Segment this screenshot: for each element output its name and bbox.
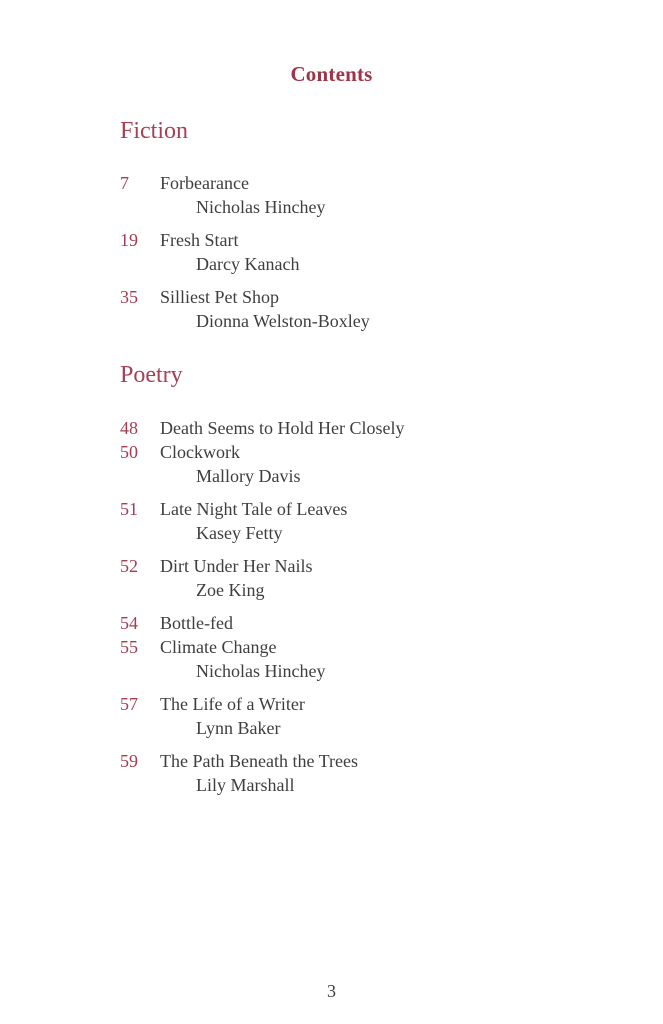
section-fiction xyxy=(120,118,613,333)
entry-page-number: 59 xyxy=(120,750,138,771)
entry-author: Zoe King xyxy=(196,579,265,600)
section-heading-poetry: Poetry xyxy=(120,362,183,389)
entry-author: Lynn Baker xyxy=(196,717,281,738)
entry-title: Forbearance xyxy=(160,173,249,194)
toc-entry xyxy=(120,749,613,773)
toc-group xyxy=(120,285,613,333)
entry-page-number: 19 xyxy=(120,230,138,251)
toc-group xyxy=(120,171,613,219)
toc-entry xyxy=(120,635,613,659)
entry-page-number: 51 xyxy=(120,498,138,519)
entry-page-number: 48 xyxy=(120,417,138,438)
entry-author: Nicholas Hinchey xyxy=(196,197,326,218)
toc-group xyxy=(120,416,613,488)
toc-entry xyxy=(120,692,613,716)
toc-entry xyxy=(120,440,613,464)
entry-title: Climate Change xyxy=(160,636,277,657)
entry-page-number: 7 xyxy=(120,173,129,194)
entry-author: Kasey Fetty xyxy=(196,522,283,543)
toc-entry xyxy=(120,416,613,440)
section-heading-fiction: Fiction xyxy=(120,118,189,144)
entry-author: Mallory Davis xyxy=(196,465,301,486)
entry-title: Death Seems to Hold Her Closely xyxy=(160,417,405,438)
entry-page-number: 50 xyxy=(120,441,138,462)
entry-title: Late Night Tale of Leaves xyxy=(160,498,348,519)
entry-page-number: 55 xyxy=(120,636,138,657)
toc-entry xyxy=(120,497,613,521)
entry-title: Silliest Pet Shop xyxy=(160,287,280,308)
toc-group xyxy=(120,611,613,683)
toc-group xyxy=(120,749,613,797)
toc-entry xyxy=(120,554,613,578)
entry-page-number: 52 xyxy=(120,555,138,576)
toc-body xyxy=(120,118,613,797)
toc-group xyxy=(120,497,613,545)
toc-group xyxy=(120,554,613,602)
entry-title: Dirt Under Her Nails xyxy=(160,555,313,576)
entry-title: The Life of a Writer xyxy=(160,693,305,714)
toc-entry xyxy=(120,285,613,309)
entry-title: Bottle-fed xyxy=(160,612,233,633)
entry-author: Dionna Welston-Boxley xyxy=(196,311,370,332)
entry-author: Nicholas Hinchey xyxy=(196,660,326,681)
entry-page-number: 35 xyxy=(120,287,138,308)
page-number: 3 xyxy=(327,981,336,1001)
toc-entry xyxy=(120,611,613,635)
entry-title: Clockwork xyxy=(160,441,240,462)
entry-page-number: 54 xyxy=(120,612,138,633)
section-poetry xyxy=(120,362,613,796)
entry-title: The Path Beneath the Trees xyxy=(160,750,358,771)
toc-entry xyxy=(120,171,613,195)
entry-author: Lily Marshall xyxy=(196,774,295,795)
toc-entry xyxy=(120,228,613,252)
entry-page-number: 57 xyxy=(120,693,138,714)
toc-group xyxy=(120,228,613,276)
page-title: Contents xyxy=(290,62,373,86)
entry-title: Fresh Start xyxy=(160,230,239,251)
toc-group xyxy=(120,692,613,740)
entry-author: Darcy Kanach xyxy=(196,254,300,275)
